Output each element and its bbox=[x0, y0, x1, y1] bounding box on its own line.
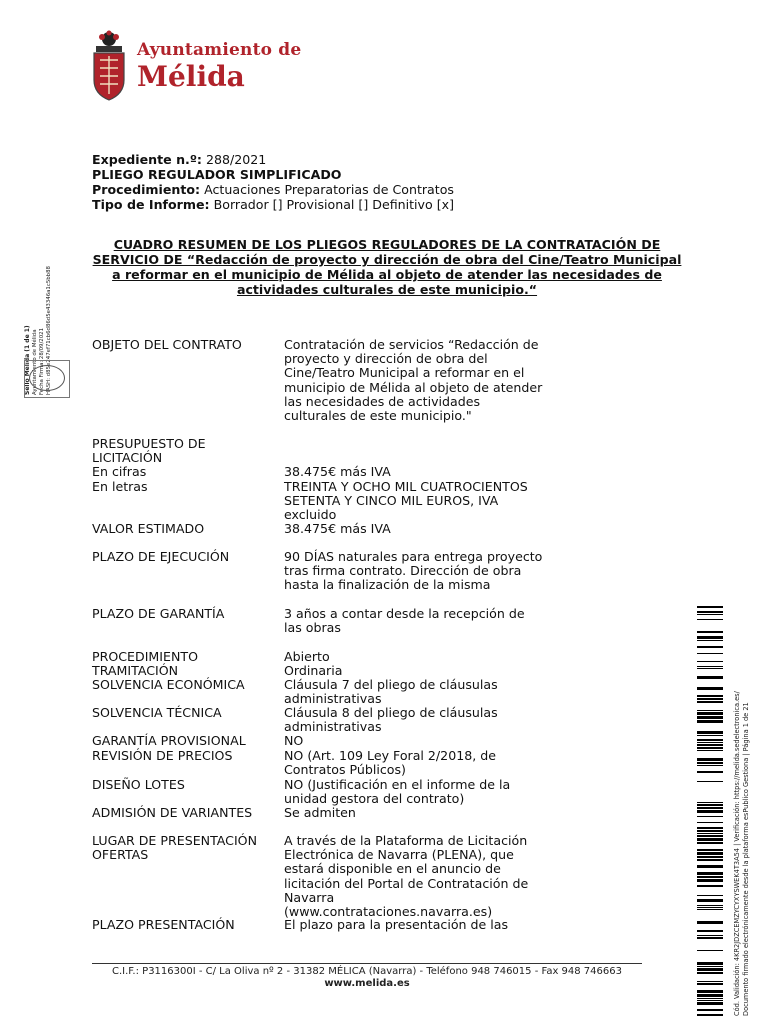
footer-address: C.I.F.: P3116300I - C/ La Oliva nº 2 - 31382 MÉLICA (Navarra) - Teléfono 948 746015 - Fax 948 746663 bbox=[112, 966, 622, 977]
solvencia-tecnica-value: Cláusula 8 del pliego de cláusulas administrativas bbox=[284, 705, 498, 735]
valor-estimado-value: 38.475€ más IVA bbox=[284, 521, 391, 536]
objeto-value: Contratación de servicios “Redacción de proyecto y dirección de obra del Cine/Teatro Municipal a reformar en el municipio de Mélida al objeto de atender las necesidades de actividades culturales de este municipio." bbox=[284, 337, 543, 424]
footer-divider bbox=[92, 963, 642, 964]
expediente-value: 288/2021 bbox=[205, 152, 267, 167]
document-type: PLIEGO REGULADOR SIMPLIFICADO bbox=[92, 167, 342, 182]
revision-precios-label: REVISIÓN DE PRECIOS bbox=[92, 748, 233, 763]
presupuesto-label bbox=[92, 437, 206, 494]
diseno-lotes-value: NO (Justificación en el informe de la unidad gestora del contrato) bbox=[284, 777, 511, 807]
seal-hash: HASH: d85e247ef71cb6d86d5e43346a1c5bb88 bbox=[46, 266, 52, 395]
diseno-lotes-label: DISEÑO LOTES bbox=[92, 777, 185, 792]
valor-estimado-label: VALOR ESTIMADO bbox=[92, 521, 205, 536]
letras-value: TREINTA Y OCHO MIL CUATROCIENTOS SETENTA Y CINCO MIL EUROS, IVA excluido bbox=[284, 479, 528, 523]
verification-code: Cód. Validación: 4KR2JDZCEMZYCYXYSWEK4T3A54 | Verificación: https://melida.sedelectronica.es/ bbox=[733, 691, 741, 1016]
cifras-value: 38.475€ más IVA bbox=[284, 464, 391, 479]
verification-text bbox=[733, 606, 763, 1016]
seal-title: Sello Mélida (1 de 1) bbox=[24, 325, 31, 395]
plazo-ejecucion-label: PLAZO DE EJECUCIÓN bbox=[92, 549, 230, 564]
presupuesto-label-line1: PRESUPUESTO DE bbox=[92, 436, 206, 451]
plazo-presentacion-label: PLAZO PRESENTACIÓN bbox=[92, 917, 235, 932]
tipo-informe-value: Borrador [] Provisional [] Definitivo [x] bbox=[213, 197, 454, 212]
solvencia-tecnica-label: SOLVENCIA TÉCNICA bbox=[92, 705, 222, 720]
garantia-provisional-label: GARANTÍA PROVISIONAL bbox=[92, 733, 246, 748]
solvencia-economica-value: Cláusula 7 del pliego de cláusulas administrativas bbox=[284, 677, 498, 707]
lugar-presentacion-label bbox=[92, 834, 257, 862]
objeto-label: OBJETO DEL CONTRATO bbox=[92, 337, 242, 352]
lugar-presentacion-value: A través de la Plataforma de Licitación Electrónica de Navarra (PLENA), que estará disponible en el anuncio de licitación del Portal de Contratación de Navarra (www.contrataciones.navarra.es) bbox=[284, 833, 529, 920]
lugar-label-line2: OFERTAS bbox=[92, 847, 149, 863]
revision-precios-value: NO (Art. 109 Ley Foral 2/2018, de Contratos Públicos) bbox=[284, 748, 496, 778]
plazo-garantia-value: 3 años a contar desde la recepción de las obras bbox=[284, 606, 525, 636]
letras-label: En letras bbox=[92, 478, 148, 494]
cifras-label: En cifras bbox=[92, 464, 147, 480]
tramitacion-label: TRAMITACIÓN bbox=[92, 663, 179, 678]
org-name-line2: Mélida bbox=[137, 60, 245, 93]
seal-date: Fecha Firma: 28/09/2021 bbox=[39, 328, 45, 395]
document-header bbox=[92, 152, 454, 212]
coat-of-arms-logo bbox=[88, 30, 130, 102]
procedimiento-label: Procedimiento: bbox=[92, 182, 201, 197]
seal-stamp-icon bbox=[29, 365, 65, 391]
procedimiento-value: Actuaciones Preparatorias de Contratos bbox=[204, 182, 454, 197]
procedimiento-row-label: PROCEDIMIENTO bbox=[92, 649, 198, 664]
seal-entity: Ayuntamiento de Mélida bbox=[32, 329, 38, 395]
procedimiento-row-value: Abierto bbox=[284, 649, 330, 664]
expediente-label: Expediente n.º: bbox=[92, 152, 202, 167]
solvencia-economica-label: SOLVENCIA ECONÓMICA bbox=[92, 677, 245, 692]
admision-variantes-value: Se admiten bbox=[284, 805, 356, 820]
admision-variantes-label: ADMISIÓN DE VARIANTES bbox=[92, 805, 253, 820]
tramitacion-value: Ordinaria bbox=[284, 663, 343, 678]
plazo-garantia-label: PLAZO DE GARANTÍA bbox=[92, 606, 225, 621]
garantia-provisional-value: NO bbox=[284, 733, 304, 748]
verification-platform: Documento firmado electrónicamente desde la plataforma esPublico Gestiona | Página 1 de 21 bbox=[742, 702, 750, 1016]
org-name-line1: Ayuntamiento de bbox=[137, 40, 302, 60]
tipo-informe-label: Tipo de Informe: bbox=[92, 197, 210, 212]
presupuesto-label-line2: LICITACIÓN bbox=[92, 450, 163, 466]
document-title: CUADRO RESUMEN DE LOS PLIEGOS REGULADORES DE LA CONTRATACIÓN DE SERVICIO DE “Redacción de proyecto y dirección de obra del Cine/Teatro Municipal a reformar en el municipio de Mélida al objeto de atender las necesidades de actividades culturales de este municipio.“ bbox=[92, 237, 682, 297]
plazo-ejecucion-value: 90 DÍAS naturales para entrega proyecto tras firma contrato. Dirección de obra hasta la finalización de la misma bbox=[284, 549, 543, 593]
footer-website: www.melida.es bbox=[324, 978, 410, 989]
lugar-label-line1: LUGAR DE PRESENTACIÓN bbox=[92, 833, 258, 848]
barcode-icon bbox=[697, 606, 723, 1016]
plazo-presentacion-value: El plazo para la presentación de las bbox=[284, 917, 509, 932]
